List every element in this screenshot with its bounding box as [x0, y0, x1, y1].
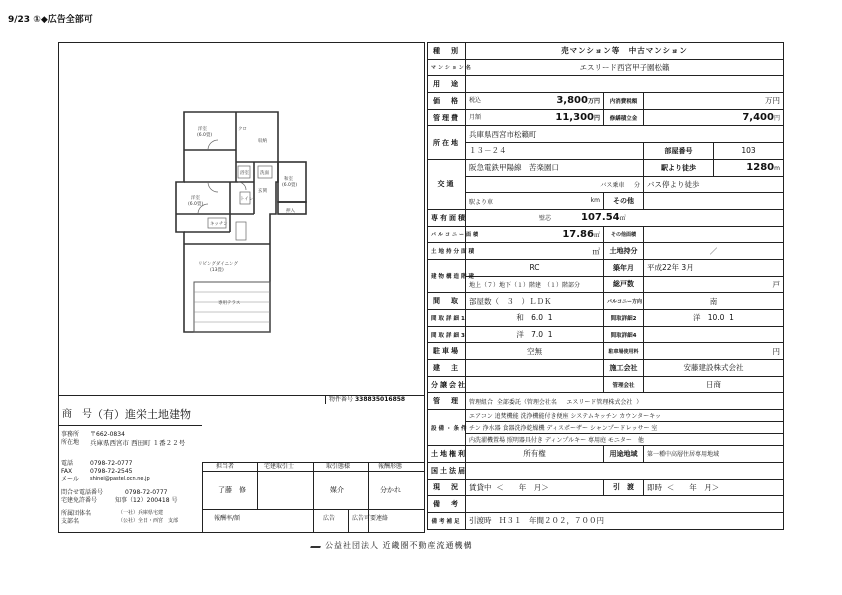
land-share-value: ／ [644, 243, 784, 260]
type-label: 種 別 [428, 43, 466, 60]
svg-text:洋室: 洋室 [198, 127, 207, 132]
layout-detail2-floor: 1 [729, 313, 734, 323]
bus-minutes: 分 [633, 181, 640, 189]
area-label: 専有面積 [428, 209, 466, 226]
fee-form: 分かれ [380, 486, 401, 494]
license-label: 宅建免許番号 [61, 497, 98, 504]
zoning-value: 第一種中高層住居専用地域 [644, 446, 784, 463]
svg-text:洗面: 洗面 [260, 171, 269, 176]
bus-label: バス乗車 [600, 181, 625, 189]
land-area-unit: ㎡ [466, 243, 604, 260]
usage-label: 用 途 [428, 76, 466, 93]
management-company-name: エスリード管理株式会社 [566, 398, 633, 406]
header-staff: 担当者 [216, 463, 235, 470]
layout-detail1-label: 間取詳細1 [428, 310, 466, 327]
balcony-area-unit: ㎡ [593, 231, 600, 239]
branch-name: （公社）全日・西宮 支部 [118, 518, 179, 524]
walk-unit: m [774, 165, 780, 173]
price-note: 税込 [469, 97, 482, 105]
fee-rate-label: 報酬率/額 [214, 515, 241, 522]
layout-label: 間 取 [428, 293, 466, 310]
fax-label: FAX [61, 468, 73, 475]
location-label: 所在地 [428, 126, 466, 159]
tel-label: 電話 [61, 460, 74, 467]
price-label: 価 格 [428, 93, 466, 110]
company-name-label: 商 号 [62, 409, 92, 420]
equipment-line2: チン 浄水器 食器洗浄乾燥機 ディスポーザー シャンプードレッサー 室 [466, 422, 784, 434]
built-value: 平成22年 3月 [644, 259, 784, 276]
page-header: 9/23 ①◆広告全部可 [8, 15, 93, 25]
ad-label: 広告 [323, 515, 336, 522]
structure-label: 建物構造階建 [428, 259, 466, 292]
footer-organization [312, 538, 473, 550]
association-label: 所属団体名 [61, 510, 92, 517]
train-line: 阪急電鉄甲陽線 苦楽園口 [466, 159, 644, 176]
other-area-label: その他面積 [604, 226, 644, 243]
layout-detail3-label: 間取詳細3 [428, 326, 466, 343]
management-fee-note: 月額 [469, 114, 482, 122]
bus-stop-walk-label: バス停より徒歩 [644, 176, 784, 193]
mansion-name: エスリード西宮甲子園松籟 [466, 59, 784, 76]
organization-logo-icon [310, 538, 324, 548]
handover-label: 引 渡 [604, 479, 644, 496]
national-law-label: 国土法届 [428, 462, 466, 479]
car-label: 駅より車 [469, 198, 494, 206]
branch-label: 支部名 [61, 518, 80, 525]
parking-value: 空無 [466, 343, 604, 360]
equipment-line3: 内洗濯機置場 照明器具付き ディンプルキー 専用庭 モニター 他 [466, 434, 784, 446]
tax-label: 内消費税額 [604, 93, 644, 110]
builder-label: 施工会社 [604, 360, 644, 377]
repair-fund-value: 7,400 [742, 112, 774, 124]
land-area-label: 土地持分面積 [428, 243, 466, 260]
svg-text:(6.0畳): (6.0畳) [282, 183, 298, 188]
land-right-label: 土地権利 [428, 446, 466, 463]
balcony-area-value: 17.86 [562, 228, 594, 240]
company-name: （有）進栄土地建物 [92, 408, 191, 421]
location-line1: 兵庫県西宮市松籟町 [466, 126, 784, 143]
price-value: 3,800 [556, 95, 588, 107]
area-value: 107.54 [581, 212, 620, 224]
parking-fee-unit: 円 [644, 343, 784, 360]
management-fee-value: 11,300 [555, 112, 594, 124]
remarks-label: 備 考 [428, 496, 466, 513]
structure-value: RC [466, 259, 604, 276]
equipment-label: 設備・条件 [428, 410, 466, 446]
layout-detail2-label: 間取詳細2 [604, 310, 644, 327]
layout-detail1-floor: 1 [547, 313, 553, 323]
svg-text:(13畳): (13畳) [210, 268, 224, 273]
company-address: 兵庫県西宮市 西田町 １番２２号 [90, 439, 186, 447]
svg-text:(6.0畳): (6.0畳) [188, 202, 204, 207]
balcony-direction-label: バルコニー方向 [604, 293, 644, 310]
layout-detail4-label: 間取詳細4 [604, 326, 644, 343]
area-unit: ㎡ [619, 215, 626, 223]
management-company-label: 管理会社 [604, 376, 644, 393]
location-line2: １３－２４ [466, 143, 644, 160]
footer-text: 公益社団法人 近畿圏不動産流通機構 [325, 541, 473, 550]
layout-detail3-floor: 1 [547, 330, 553, 340]
svg-text:押入: 押入 [286, 209, 295, 214]
company-tel: 0798-72-0777 [90, 460, 133, 467]
price-unit: 万円 [587, 98, 600, 106]
staff-name: 了藤 修 [218, 486, 246, 494]
mansion-name-label: マンション名 [428, 59, 466, 76]
status-date: ＜ 年 月＞ [496, 482, 549, 492]
remarks-extra: 引渡時 Ｈ３１ 年間２０２，７００円 [466, 512, 784, 529]
inquiry-label: 問合せ電話番号 [61, 489, 104, 496]
header-agent: 宅建取引士 [264, 463, 295, 470]
header-fee: 報酬形態 [378, 463, 403, 470]
postal-code: 〒662-0834 [90, 431, 125, 438]
parking-fee-label: 駐車場使用料 [604, 343, 644, 360]
property-number-label: 物件番号 [329, 396, 354, 403]
owner-label: 建 主 [428, 360, 466, 377]
management-form: 全部委託（管理会社名 [496, 398, 557, 406]
balcony-area-label: バルコニー面積 [428, 226, 466, 243]
zoning-label: 用途地域 [604, 446, 644, 463]
layout-detail1-type: 和 [516, 313, 524, 323]
management-company: 日商 [644, 376, 784, 393]
repair-fund-unit: 円 [773, 115, 780, 123]
land-right-value: 所有権 [466, 446, 604, 463]
address-label: 所在地 [61, 439, 80, 446]
layout-detail2-size: 10.0 [707, 313, 725, 323]
room-number-label: 部屋番号 [644, 143, 714, 160]
layout-detail2-type: 洋 [693, 313, 701, 323]
walk-distance: 1280 [746, 162, 775, 174]
room-number: 103 [714, 143, 784, 160]
floor-plan [58, 42, 425, 395]
built-label: 築年月 [604, 259, 644, 276]
header-mode: 取引態様 [326, 463, 351, 470]
management-fee-label: 管理費 [428, 109, 466, 126]
property-number: 338835016858 [355, 396, 406, 403]
svg-text:浴室: 浴室 [240, 171, 249, 176]
status-label: 現 況 [428, 479, 466, 496]
office-label: 事務所 [61, 431, 80, 438]
svg-text:キッチン: キッチン [210, 222, 228, 227]
svg-text:リビングダイニング: リビングダイニング [198, 262, 238, 267]
svg-text:和室: 和室 [284, 177, 293, 182]
svg-text:玄関: 玄関 [258, 189, 267, 194]
parking-label: 駐車場 [428, 343, 466, 360]
layout-detail1-size: 6.0 [531, 313, 544, 323]
layout-detail3-type: 洋 [516, 330, 524, 340]
mail-label: メール [61, 476, 79, 483]
association-name: （一社）兵庫県宅建 [118, 510, 164, 516]
status-value: 賃貸中 [469, 482, 492, 492]
company-fax: 0798-72-2545 [90, 468, 133, 475]
land-share-label: 土地持分 [604, 243, 644, 260]
equipment-line1: エアコン 追焚機能 洗浄機能付き便座 システムキッチン カウンターキッ [466, 410, 784, 422]
ad-permission: 広告可要連絡 [352, 515, 389, 522]
svg-text:収納: 収納 [258, 139, 267, 144]
handover-value: 即時 [647, 482, 662, 492]
svg-text:洋室: 洋室 [191, 196, 200, 201]
units-label: 総戸数 [604, 276, 644, 293]
transaction-mode: 媒介 [330, 486, 344, 494]
seller-label: 分譲会社 [428, 376, 466, 393]
management-label: 管 理 [428, 393, 466, 410]
property-type: 売マンション等 中古マンション [466, 43, 784, 60]
walk-label: 駅より徒歩 [644, 159, 714, 176]
inquiry-tel: 0798-72-0777 [125, 489, 168, 496]
traffic-label: 交通 [428, 159, 466, 209]
units-unit: 戸 [644, 276, 784, 293]
floors-value: 地上（７）地下（１）階建 （１）階部分 [466, 276, 604, 293]
management-union: 管理組合 [469, 398, 494, 406]
handover-date: ＜ 年 月＞ [666, 482, 720, 492]
layout-value: 部屋数（ ３ ）ＬＤＫ [466, 293, 604, 310]
svg-text:(6.0畳): (6.0畳) [197, 133, 213, 138]
company-mail[interactable]: shinei@pastel.ocn.ne.jp [90, 476, 150, 482]
remarks-extra-label: 備考補足 [428, 512, 466, 529]
license-number: 知事（12）200418 号 [115, 497, 178, 504]
repair-fund-label: 修繕積立金 [604, 109, 644, 126]
tax-unit: 万円 [644, 93, 784, 110]
svg-text:クロ: クロ [238, 127, 247, 132]
other-label: その他 [604, 193, 644, 210]
car-unit: km [590, 196, 600, 204]
balcony-direction: 南 [644, 293, 784, 310]
property-spec-table: 種 別 売マンション等 中古マンション マンション名 エスリード西宮甲子園松籟 用 途 価 格 税込 3,800万円 内消費税額 万円 管理費 月額 11,300円 修繕積立金 7,400円 所在地 兵庫県西宮市松籟町 １３－２４ 部屋番号 103 交通 阪急電鉄甲陽線 苦楽園口 駅より徒歩 1280m バス乗車 分 バス停より徒歩 駅より車 km その他 専有面積 壁芯 107.54㎡ バルコニー面積 17.86㎡ その他面積 土地持分面積 ㎡ 土地持分 ／ 建物構造階建 RC 築年月 平成22年 3月 地上（７）地下（１）階建 （１）階部分 総戸数 戸 間 取 部屋数（ ３ ）ＬＤＫ バルコニー方向 南 間取詳細1 和 6.0 1 間取詳細2 洋 10.0 1 間取詳細3 洋 7.0 1 間取詳細4 駐車場 空無 駐車場使用料 円 建 主 施工会社 安藤建設株式会社 分譲会社 管理会社 日商 管 理 管理組合 全部委託（管理会社名 エスリード管理株式会社 ） 設備・条件 エアコン 追焚機能 洗浄機能付き便座 システムキッチン カウンターキッ チン 浄水器 食器洗浄乾燥機 ディスポーザー シャンプードレッサー 室 内洗濯機置場 照明器具付き ディンプルキー 専用庭 モニター 他 土地権利 所有権 用途地域 第一種中高層住居専用地域 国土法届 現 況 賃貸中 ＜ 年 月＞ 引 渡 即時 ＜ 年 月＞ 備 考 備考補足 引渡時 Ｈ３１ 年間２０２，７００円 [427, 42, 784, 530]
area-note: 壁芯 [539, 215, 552, 223]
svg-text:専用テラス: 専用テラス [218, 301, 241, 306]
svg-text:トイレ: トイレ [240, 197, 254, 202]
layout-detail3-size: 7.0 [531, 330, 544, 340]
builder-value: 安藤建設株式会社 [644, 360, 784, 377]
management-fee-unit: 円 [593, 115, 600, 123]
